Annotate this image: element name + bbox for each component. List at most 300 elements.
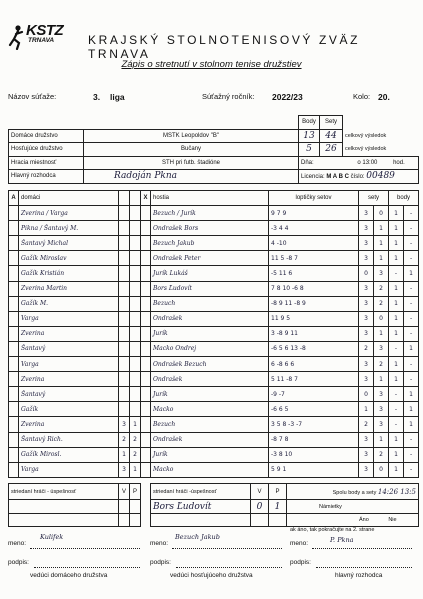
row-a <box>9 251 19 266</box>
nie-option[interactable]: Nie <box>388 517 397 523</box>
match-row <box>9 462 419 477</box>
row-x <box>141 266 151 281</box>
row-a <box>9 462 19 477</box>
col-sety-header: Sety <box>320 116 343 130</box>
home-subs-label: striedaní hráči - úspešnosť <box>9 484 119 500</box>
ref-podpis-label: podpis: <box>290 559 311 566</box>
match-row <box>9 296 419 311</box>
row-a <box>9 357 19 372</box>
away-sub-v: 0 <box>251 500 269 514</box>
sety-away: 3 <box>374 417 389 432</box>
home-lineup-2 <box>130 266 141 281</box>
home-lineup-1: 2 <box>119 432 130 447</box>
sety-home: 2 <box>359 417 374 432</box>
set-scores: -8 7 8 <box>269 432 359 447</box>
sety-away: 2 <box>374 447 389 462</box>
sety-home: 3 <box>359 372 374 387</box>
home-lineup-2: 2 <box>130 447 141 462</box>
row-x <box>141 236 151 251</box>
row-a <box>9 221 19 236</box>
body-away: - <box>404 462 419 477</box>
row-x <box>141 432 151 447</box>
away-body: 5 <box>299 143 320 157</box>
spolu-value: 14:26 13:5 <box>377 487 416 496</box>
set-scores: -8 9 11 -8 9 <box>269 296 359 311</box>
body-home: 1 <box>389 326 404 341</box>
match-row <box>9 236 419 251</box>
ref-podpis-line <box>316 567 412 568</box>
away-player: Ondrašek Bezuch <box>151 357 269 372</box>
home-lineup-1 <box>119 281 130 296</box>
body-away: 1 <box>404 417 419 432</box>
body-away: - <box>404 447 419 462</box>
row-a <box>9 447 19 462</box>
home-player: Gažík <box>19 402 119 417</box>
match-row <box>9 206 419 221</box>
body-home: 1 <box>389 447 404 462</box>
home-lineup-2: 1 <box>130 417 141 432</box>
col-sets: loptičky setov <box>269 191 359 206</box>
col-body: body <box>389 191 419 206</box>
match-row <box>9 341 419 356</box>
player-silhouette-icon <box>8 24 26 50</box>
sety-home: 3 <box>359 462 374 477</box>
row-x <box>141 251 151 266</box>
row-x <box>141 296 151 311</box>
date-label: Dňa: <box>301 159 314 166</box>
substitutes-table <box>8 483 419 527</box>
sety-away: 1 <box>374 432 389 447</box>
row-x <box>141 281 151 296</box>
body-away: - <box>404 357 419 372</box>
spolu-cell <box>287 484 419 500</box>
time-suffix: hod. <box>393 159 405 166</box>
number-value: 00489 <box>366 171 395 182</box>
away-player: Macko <box>151 462 269 477</box>
body-home: 1 <box>389 462 404 477</box>
home-player: Zverina Martin <box>19 281 119 296</box>
away-leader-caption: vedúci hosťujúceho družstva <box>170 572 253 579</box>
home-lineup-2 <box>130 251 141 266</box>
body-home: - <box>389 402 404 417</box>
match-row <box>9 447 419 462</box>
body-away: 1 <box>404 341 419 356</box>
date-cell <box>299 156 419 170</box>
home-team-label: Domáce družstvo <box>9 129 84 143</box>
home-sety: 44 <box>320 129 343 143</box>
set-scores: -3 4 4 <box>269 221 359 236</box>
sety-home: 3 <box>359 311 374 326</box>
set-scores: -3 8 10 <box>269 447 359 462</box>
set-scores: 5 11 -8 7 <box>269 372 359 387</box>
body-away: - <box>404 296 419 311</box>
round-value: 20. <box>378 92 390 102</box>
home-player: Varga <box>19 357 119 372</box>
row-a <box>9 281 19 296</box>
row-a <box>9 341 19 356</box>
sety-home: 3 <box>359 206 374 221</box>
set-scores: 3 5 8 -3 -7 <box>269 417 359 432</box>
sety-home: 3 <box>359 296 374 311</box>
body-away: - <box>404 236 419 251</box>
license-cell <box>299 170 419 184</box>
home-body: 13 <box>299 129 320 143</box>
row-a <box>9 402 19 417</box>
ref-meno-line <box>312 548 412 549</box>
away-player: Bezuch / Jurík <box>151 206 269 221</box>
body-away: - <box>404 311 419 326</box>
away-player: Bezuch Jakub <box>151 236 269 251</box>
row-x <box>141 447 151 462</box>
home-lineup-1 <box>119 221 130 236</box>
row-a <box>9 296 19 311</box>
home-player: Gažík Miroslav <box>19 251 119 266</box>
col-sety: sety <box>359 191 389 206</box>
row-a <box>9 311 19 326</box>
set-scores: 3 -8 9 11 <box>269 326 359 341</box>
continue-note: ak áno, tak pokračujte na 2. strane <box>290 527 375 533</box>
home-player: Šantavý <box>19 387 119 402</box>
sety-home: 3 <box>359 221 374 236</box>
home-lineup-1: 1 <box>119 447 130 462</box>
result-label-away: celkový výsledok <box>345 146 387 152</box>
ano-nie-cell <box>287 514 419 527</box>
col-x: X <box>141 191 151 206</box>
matches-table <box>8 190 419 478</box>
set-scores: 11 5 -8 7 <box>269 251 359 266</box>
away-leader-signature: Bezuch Jakub <box>175 533 220 541</box>
home-lineup-2 <box>130 372 141 387</box>
round-label: Kolo: <box>353 92 371 101</box>
away-player: Ondrašek Bors <box>151 221 269 236</box>
body-away: - <box>404 326 419 341</box>
sety-away: 3 <box>374 266 389 281</box>
body-home: 1 <box>389 311 404 326</box>
sety-away: 3 <box>374 387 389 402</box>
home-player: Varga <box>19 462 119 477</box>
col-a: A <box>9 191 19 206</box>
home-player: Varga <box>19 311 119 326</box>
home-lineup-2 <box>130 326 141 341</box>
match-row <box>9 221 419 236</box>
match-info-table <box>8 115 419 184</box>
away-player: Bezuch <box>151 417 269 432</box>
namietky-cell <box>287 500 419 514</box>
home-lineup-1 <box>119 236 130 251</box>
home-lineup-1 <box>119 341 130 356</box>
home-lineup-2 <box>130 357 141 372</box>
body-home: 1 <box>389 236 404 251</box>
home-player: Gažík M. <box>19 296 119 311</box>
away-player: Macko <box>151 402 269 417</box>
referee-value: Radoján Pkna <box>84 170 299 184</box>
body-away: - <box>404 281 419 296</box>
body-home: 1 <box>389 221 404 236</box>
sety-home: 3 <box>359 251 374 266</box>
sety-away: 3 <box>374 341 389 356</box>
set-scores: -6 6 5 <box>269 402 359 417</box>
away-player: Ondrašek Peter <box>151 251 269 266</box>
sety-home: 0 <box>359 266 374 281</box>
home-meno-label: meno: <box>8 540 27 547</box>
time-prefix: o <box>357 159 361 166</box>
ano-option[interactable]: Áno <box>359 517 369 523</box>
sety-away: 1 <box>374 251 389 266</box>
away-subs-v: V <box>251 484 269 500</box>
license-label: Licencia: <box>301 174 325 181</box>
away-sub-name: Bors Ľudovít <box>151 500 251 514</box>
col-body-header: Body <box>299 116 320 130</box>
home-podpis-label: podpis: <box>8 559 29 566</box>
home-lineup-1 <box>119 206 130 221</box>
home-lineup-2 <box>130 236 141 251</box>
season-label: Súťažný ročník: <box>202 92 255 101</box>
home-player: Šantavý Michal <box>19 236 119 251</box>
row-a <box>9 326 19 341</box>
set-scores: 6 -8 6 6 <box>269 357 359 372</box>
home-lineup-2: 2 <box>130 432 141 447</box>
sety-home: 3 <box>359 357 374 372</box>
home-subs-p: P <box>130 484 141 500</box>
row-x <box>141 221 151 236</box>
row-x <box>141 462 151 477</box>
home-lineup-1: 3 <box>119 417 130 432</box>
document-subtitle: Zápis o stretnutí v stolnom tenise družstiev <box>121 59 302 70</box>
row-x <box>141 341 151 356</box>
home-lineup-1 <box>119 251 130 266</box>
sety-home: 3 <box>359 447 374 462</box>
home-player: Zverina <box>19 326 119 341</box>
away-subs-label: striedaní hráči -úspešnosť <box>151 484 251 500</box>
home-player: Zverina / Varga <box>19 206 119 221</box>
sety-away: 1 <box>374 326 389 341</box>
away-player: Ondrašek <box>151 372 269 387</box>
away-team-label: Hosťujúce družstvo <box>9 143 84 157</box>
match-row <box>9 387 419 402</box>
home-player: Gažík Mirosl. <box>19 447 119 462</box>
sety-home: 3 <box>359 326 374 341</box>
home-lineup-2 <box>130 281 141 296</box>
home-lineup-2 <box>130 221 141 236</box>
set-scores: 4 -10 <box>269 236 359 251</box>
home-player: Zverina <box>19 372 119 387</box>
away-podpis-line <box>176 567 282 568</box>
row-a <box>9 372 19 387</box>
row-a <box>9 206 19 221</box>
sety-away: 1 <box>374 221 389 236</box>
sety-home: 3 <box>359 432 374 447</box>
away-podpis-label: podpis: <box>150 559 171 566</box>
license-options: M A B C <box>326 174 349 181</box>
sety-away: 2 <box>374 281 389 296</box>
row-x <box>141 417 151 432</box>
referee-label: Hlavný rozhodca <box>9 170 84 184</box>
match-row <box>9 417 419 432</box>
body-home: 1 <box>389 372 404 387</box>
sety-home: 2 <box>359 341 374 356</box>
home-leader-signature: Kulifek <box>40 533 64 541</box>
away-subs-p: P <box>269 484 287 500</box>
away-player: Bors Ľudovít <box>151 281 269 296</box>
venue-label: Hracia miestnosť <box>9 156 84 170</box>
home-lineup-1 <box>119 402 130 417</box>
match-row <box>9 266 419 281</box>
body-away: - <box>404 251 419 266</box>
away-player: Jurík <box>151 447 269 462</box>
document-title: KRAJSKÝ STOLNOTENISOVÝ ZVÄZ TRNAVA <box>88 33 361 61</box>
body-away: 1 <box>404 387 419 402</box>
away-meno-label: meno: <box>150 540 169 547</box>
logo-text: KSTZ <box>26 22 64 39</box>
competition-label: Názov súťaže: <box>8 92 57 101</box>
sety-away: 1 <box>374 236 389 251</box>
home-subs-v: V <box>119 484 130 500</box>
match-row <box>9 372 419 387</box>
spolu-label: Spolu body a sety <box>332 489 377 496</box>
namietky-label: Námietky <box>319 503 342 510</box>
away-player: Ondrašek <box>151 432 269 447</box>
body-away: - <box>404 206 419 221</box>
home-lineup-1 <box>119 387 130 402</box>
row-a <box>9 236 19 251</box>
logo-subtext: TRNAVA <box>28 37 55 44</box>
home-lineup-2 <box>130 206 141 221</box>
body-away: - <box>404 372 419 387</box>
set-scores: 7 8 10 -6 8 <box>269 281 359 296</box>
away-team-value: Bučany <box>84 143 299 157</box>
set-scores: 5 9 1 <box>269 462 359 477</box>
away-meno-line <box>172 548 282 549</box>
home-player: Pikna / Šantavý M. <box>19 221 119 236</box>
home-podpis-line <box>34 567 140 568</box>
away-player: Bezuch <box>151 296 269 311</box>
home-lineup-1 <box>119 357 130 372</box>
set-scores: -6 5 6 13 -8 <box>269 341 359 356</box>
home-player: Zverina <box>19 417 119 432</box>
body-home: 1 <box>389 432 404 447</box>
body-home: - <box>389 341 404 356</box>
home-lineup-2 <box>130 402 141 417</box>
body-away: 1 <box>404 402 419 417</box>
set-scores: -5 11 6 <box>269 266 359 281</box>
sety-away: 2 <box>374 296 389 311</box>
body-away: 1 <box>404 266 419 281</box>
body-home: 1 <box>389 281 404 296</box>
body-home: 1 <box>389 251 404 266</box>
home-player: Šantavý <box>19 341 119 356</box>
time-value: 13:00 <box>362 159 378 166</box>
sety-away: 1 <box>374 372 389 387</box>
away-sety: 26 <box>320 143 343 157</box>
home-lineup-1 <box>119 326 130 341</box>
home-lineup-2 <box>130 311 141 326</box>
home-lineup-1 <box>119 266 130 281</box>
home-team-value: MSTK Leopoldov "B" <box>84 129 299 143</box>
sety-home: 3 <box>359 281 374 296</box>
sety-home: 1 <box>359 402 374 417</box>
referee-signature: P. Pkna <box>330 536 354 544</box>
match-row <box>9 251 419 266</box>
row-a <box>9 266 19 281</box>
away-sub-p: 1 <box>269 500 287 514</box>
col-away: hostia <box>151 191 269 206</box>
row-x <box>141 357 151 372</box>
row-x <box>141 387 151 402</box>
body-home: - <box>389 266 404 281</box>
away-player: Ondrašek <box>151 311 269 326</box>
row-a <box>9 387 19 402</box>
row-a <box>9 432 19 447</box>
away-player: Jurík Lukáš <box>151 266 269 281</box>
home-leader-caption: vedúci domáceho družstva <box>30 572 108 579</box>
referee-caption: hlavný rozhodca <box>335 572 383 579</box>
home-lineup-2: 1 <box>130 462 141 477</box>
set-scores: 11 9 5 <box>269 311 359 326</box>
home-lineup-1 <box>119 296 130 311</box>
sety-away: 0 <box>374 206 389 221</box>
competition-value: 3. <box>93 92 101 102</box>
body-home: 1 <box>389 206 404 221</box>
competition-suffix: liga <box>110 92 125 102</box>
home-lineup-1 <box>119 372 130 387</box>
row-x <box>141 311 151 326</box>
home-lineup-1 <box>119 311 130 326</box>
row-x <box>141 326 151 341</box>
home-lineup-2 <box>130 341 141 356</box>
match-row <box>9 326 419 341</box>
body-home: - <box>389 417 404 432</box>
body-home: 1 <box>389 296 404 311</box>
match-row <box>9 311 419 326</box>
row-a <box>9 417 19 432</box>
ref-meno-label: meno: <box>290 540 309 547</box>
season-value: 2022/23 <box>272 92 303 102</box>
match-row <box>9 402 419 417</box>
match-row <box>9 432 419 447</box>
away-player: Macko Ondrej <box>151 341 269 356</box>
home-lineup-2 <box>130 387 141 402</box>
away-player: Jurík <box>151 387 269 402</box>
body-home: - <box>389 387 404 402</box>
sety-away: 2 <box>374 357 389 372</box>
home-player: Gažík Kristián <box>19 266 119 281</box>
match-row <box>9 281 419 296</box>
body-away: - <box>404 432 419 447</box>
set-scores: -9 -7 <box>269 387 359 402</box>
match-row <box>9 357 419 372</box>
kstz-logo <box>8 24 78 50</box>
sety-home: 3 <box>359 236 374 251</box>
body-home: 1 <box>389 357 404 372</box>
sety-away: 0 <box>374 311 389 326</box>
sety-away: 0 <box>374 462 389 477</box>
row-x <box>141 402 151 417</box>
number-label: číslo: <box>350 174 365 181</box>
home-lineup-2 <box>130 296 141 311</box>
sety-home: 0 <box>359 387 374 402</box>
home-meno-line <box>30 548 140 549</box>
result-label-home: celkový výsledok <box>345 132 387 139</box>
away-player: Jurík <box>151 326 269 341</box>
venue-value: STH pri futb. štadióne <box>84 156 299 170</box>
row-x <box>141 206 151 221</box>
home-player: Šantavý Rich. <box>19 432 119 447</box>
sety-away: 3 <box>374 402 389 417</box>
set-scores: 9 7 9 <box>269 206 359 221</box>
body-away: - <box>404 221 419 236</box>
row-x <box>141 372 151 387</box>
col-home: domáci <box>19 191 119 206</box>
